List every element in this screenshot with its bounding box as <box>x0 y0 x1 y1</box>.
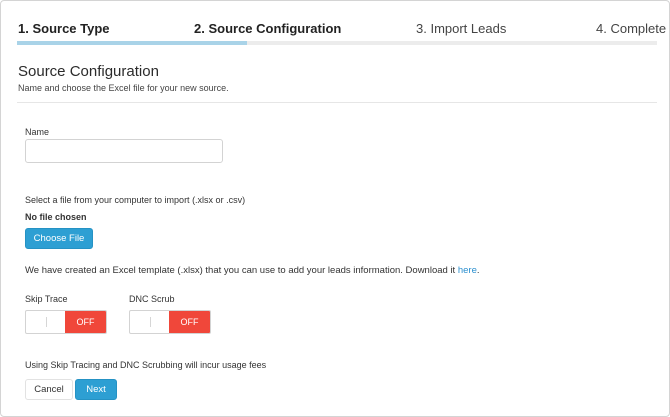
file-select-label: Select a file from your computer to import (.xlsx or .csv) <box>25 195 246 205</box>
template-end: . <box>476 265 480 276</box>
wizard-steps <box>1 1 670 49</box>
step-import-leads[interactable]: 3. Import Leads <box>416 21 507 36</box>
progress-track <box>17 41 657 45</box>
choose-file-button[interactable]: Choose File <box>25 228 93 249</box>
page-title: Source Configuration <box>18 63 159 80</box>
toggle-knob <box>130 311 171 333</box>
file-status: No file chosen <box>25 212 87 222</box>
cancel-button[interactable]: Cancel <box>25 379 73 400</box>
fees-note: Using Skip Tracing and DNC Scrubbing will incur usage fees <box>25 360 267 370</box>
divider <box>17 102 657 103</box>
step-source-configuration[interactable]: 2. Source Configuration <box>194 21 342 36</box>
skip-trace-toggle[interactable] <box>25 310 107 334</box>
template-note <box>25 265 480 276</box>
dnc-scrub-toggle[interactable] <box>129 310 211 334</box>
page-subtitle: Name and choose the Excel file for your new source. <box>18 83 229 93</box>
next-button[interactable]: Next <box>75 379 117 400</box>
toggle-knob <box>26 311 67 333</box>
dnc-scrub-label: DNC Scrub <box>129 294 175 304</box>
toggle-off-state: OFF <box>169 311 210 333</box>
skip-trace-label: Skip Trace <box>25 294 68 304</box>
toggle-off-state: OFF <box>65 311 106 333</box>
name-input[interactable] <box>25 139 223 163</box>
step-source-type[interactable]: 1. Source Type <box>18 21 110 36</box>
template-download-link[interactable]: here <box>457 265 477 276</box>
progress-fill <box>17 41 247 45</box>
step-complete[interactable]: 4. Complete <box>596 21 667 36</box>
template-text: We have created an Excel template (.xlsx) that you can use to add your leads information. Download it <box>25 265 458 276</box>
name-label: Name <box>25 127 50 137</box>
